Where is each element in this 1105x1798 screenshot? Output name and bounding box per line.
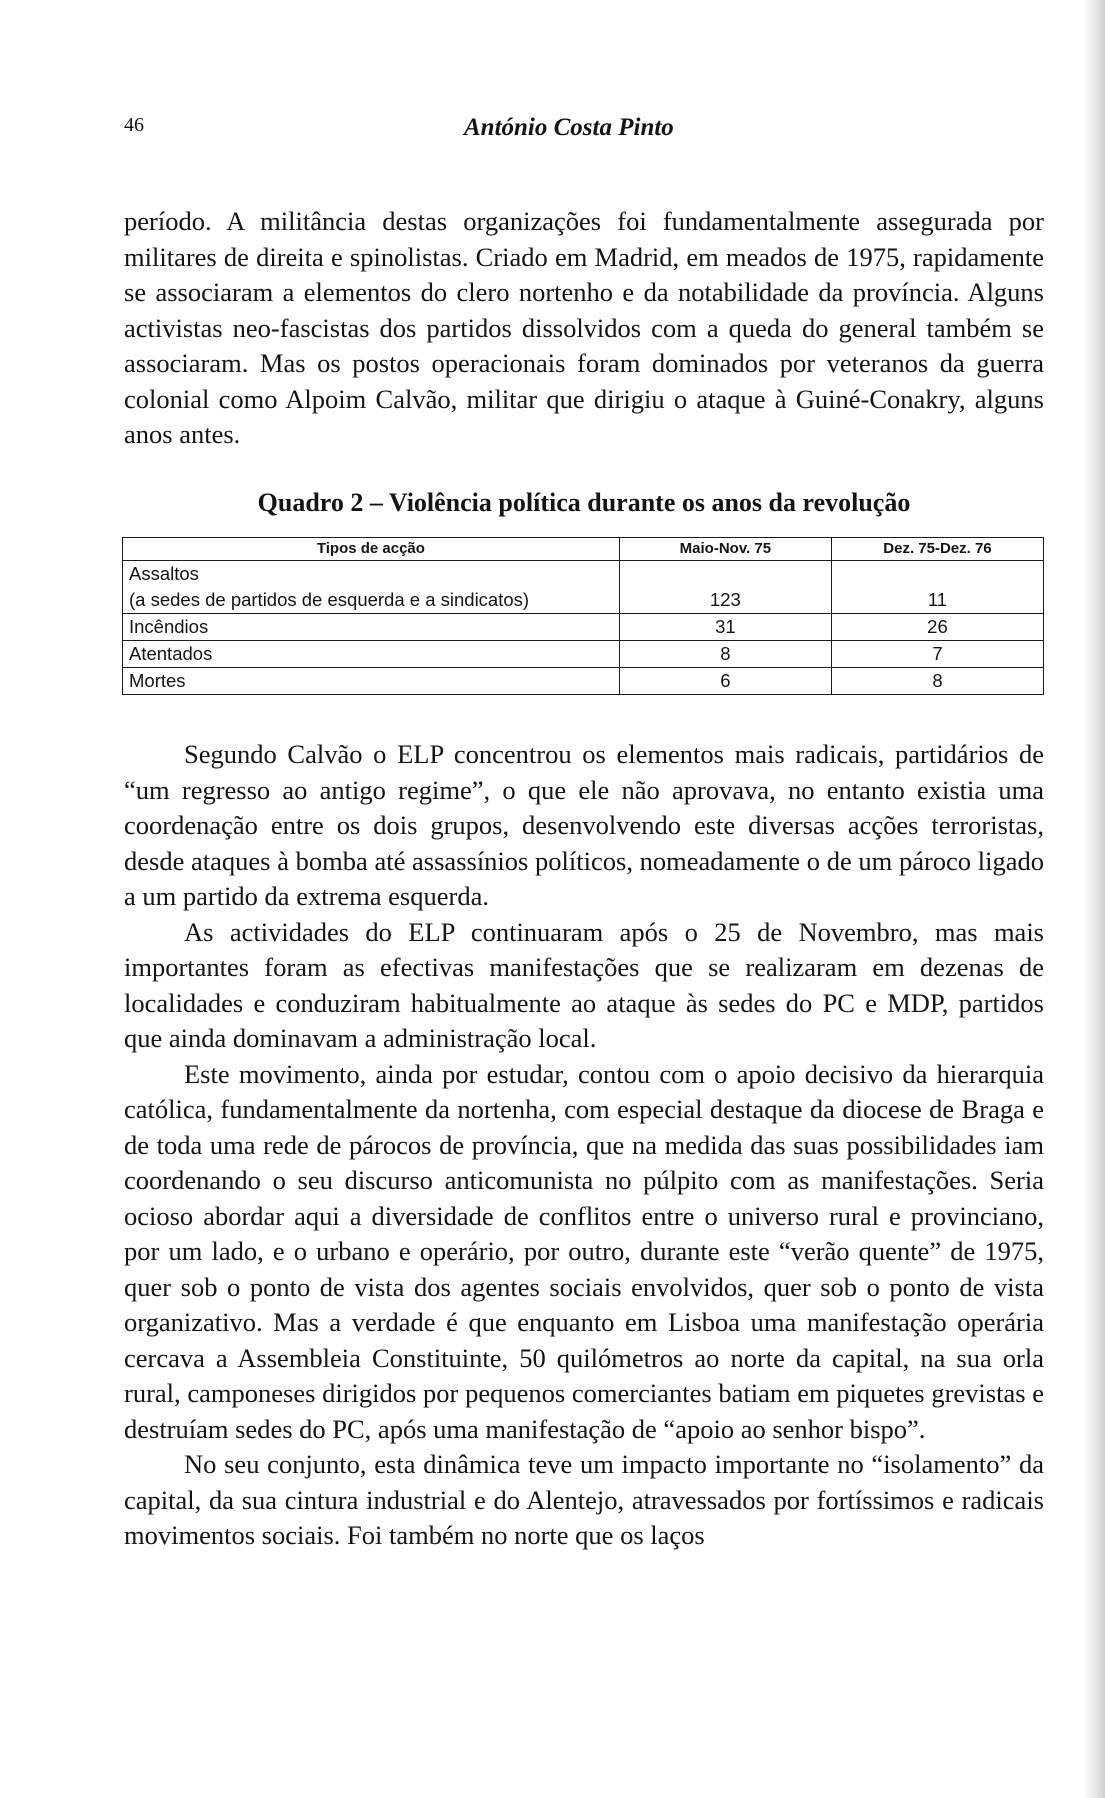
table-row xyxy=(123,614,1044,641)
paragraph: No seu conjunto, esta dinâmica teve um impacto importante no “isolamento” da capital, da sua cintura industrial e do Alentejo, atravessados por fortíssimos e radicais movimentos sociais. Foi também no norte que os laços xyxy=(124,1449,1044,1550)
cell-value: 7 xyxy=(831,641,1043,668)
cell-value: 6 xyxy=(619,668,831,695)
violence-table xyxy=(122,537,1044,695)
text-block-top xyxy=(124,204,1044,453)
cell-value: 31 xyxy=(619,614,831,641)
cell-value: 123 xyxy=(619,561,831,614)
paragraph: Este movimento, ainda por estudar, contou com o apoio decisivo da hierarquia católica, fundamentalmente da nortenha, com especial destaque da diocese de Braga e de toda uma rede de párocos de província, que na medida das suas possibilidades iam coordenando o seu discurso anticomunista no púlpito com as manifestações. Seria ocioso abordar aqui a diversidade de conflitos entre o universo rural e provinciano, por um lado, e o urbano e operário, por outro, durante este “verão quente” de 1975, quer sob o ponto de vista dos agentes sociais envolvidos, quer sob o ponto de vista organizativo. Mas a verdade é que enquanto em Lisboa uma manifestação operária cercava a Assembleia Constituinte, 50 quilómetros ao norte da capital, na sua orla rural, camponeses dirigidos por pequenos comerciantes batiam em piquetes grevistas e destruíam sedes do PC, após uma manifestação de “apoio ao senhor bispo”. xyxy=(124,1058,1044,1444)
table-title: Quadro 2 – Violência política durante os anos da revolução xyxy=(257,488,911,517)
table-row xyxy=(123,641,1044,668)
column-header-period-1: Maio-Nov. 75 xyxy=(619,538,831,561)
row-label-line: Assaltos xyxy=(129,563,199,584)
page-header xyxy=(124,114,1044,148)
row-label xyxy=(123,561,620,614)
cell-value: 8 xyxy=(831,668,1043,695)
row-label-line: (a sedes de partidos de esquerda e a sindicatos) xyxy=(129,589,530,610)
page-number: 46 xyxy=(124,114,144,136)
row-label: Mortes xyxy=(123,668,620,695)
cell-value: 11 xyxy=(831,561,1043,614)
column-header-type: Tipos de acção xyxy=(123,538,620,561)
running-head: António Costa Pinto xyxy=(464,114,674,141)
row-label: Atentados xyxy=(123,641,620,668)
paragraph: período. A militância destas organizações foi fundamentalmente assegurada por militares de direita e spinolistas. Criado em Madrid, em meados de 1975, rapidamente se associaram a elementos do clero nortenho e da notabilidade da província. Alguns activistas neo-fascistas dos partidos dissolvidos com a queda do general também se associaram. Mas os postos operacionais foram dominados por veteranos da guerra colonial como Alpoim Calvão, militar que dirigiu o ataque à Guiné-Conakry, alguns anos antes. xyxy=(124,206,1044,449)
cell-value: 26 xyxy=(831,614,1043,641)
page-edge-shadow xyxy=(1083,0,1105,1798)
text-block-bottom xyxy=(124,737,1044,1554)
table-row xyxy=(123,668,1044,695)
row-label: Incêndios xyxy=(123,614,620,641)
paragraph: Segundo Calvão o ELP concentrou os elementos mais radicais, partidários de “um regresso ao antigo regime”, o que ele não aprovava, no entanto existia uma coordenação entre os dois grupos, desenvolvendo este diversas acções terroristas, desde ataques à bomba até assassínios políticos, nomeadamente o de um pároco ligado a um partido da extrema esquerda. xyxy=(124,739,1044,911)
column-header-period-2: Dez. 75-Dez. 76 xyxy=(831,538,1043,561)
table-row xyxy=(123,561,1044,614)
cell-value: 8 xyxy=(619,641,831,668)
paragraph: As actividades do ELP continuaram após o 25 de Novembro, mas mais importantes foram as efectivas manifestações que se realizaram em dezenas de localidades e conduziram habitualmente ao ataque às sedes do PC e MDP, partidos que ainda dominavam a administração local. xyxy=(124,916,1044,1053)
table-header-row xyxy=(123,538,1044,561)
